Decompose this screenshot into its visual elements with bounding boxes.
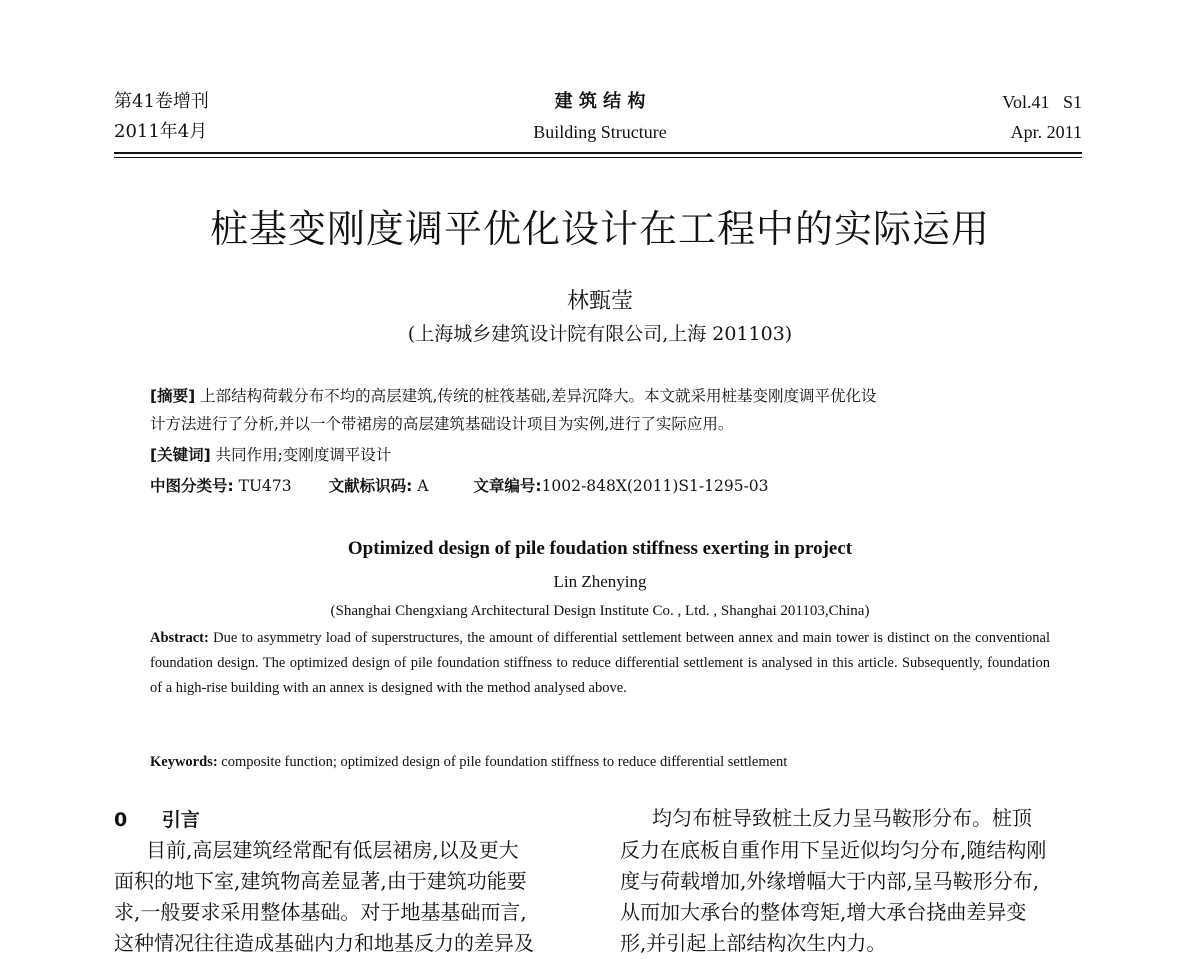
english-abstract-text: Due to asymmetry load of superstructures, the amount of differential settlement between annex and main tower is distinct on the conventional foundation design. The optimized design of pile foundation stiffness to reduce differential settlement is analysed in this article. Subsequently, foundation of a high-rise building with an annex is designed with the method analysed above.	[150, 630, 1050, 696]
english-author: Lin Zhenying	[553, 572, 647, 591]
english-abstract-label: Abstract:	[150, 630, 209, 646]
right-column-line: 度与荷载增加,外缘增幅大于内部,呈马鞍形分布,	[620, 869, 1040, 893]
paper-title: 桩基变刚度调平优化设计在工程中的实际运用	[209, 207, 990, 251]
article-number-value: 1002-848X(2011)S1-1295-03	[541, 477, 769, 495]
journal-date-en: Apr. 2011	[1010, 122, 1082, 142]
journal-date-cn: 2011年4月	[114, 121, 208, 142]
english-abstract	[150, 626, 1050, 701]
left-column-line: 求,一般要求采用整体基础。对于地基基础而言,	[114, 900, 527, 924]
right-column-line: 从而加大承台的整体弯矩,增大承台挠曲差异变	[620, 900, 1027, 924]
keywords-cn-label: [关键词]	[150, 446, 211, 464]
abstract-cn-label: [摘要]	[150, 387, 196, 405]
keywords-cn	[150, 443, 391, 465]
journal-volume-en: Vol.41 S1	[1002, 92, 1082, 112]
english-keywords-label: Keywords:	[150, 754, 218, 770]
paper-author: 林甄莹	[566, 289, 633, 314]
clc-label: 中图分类号:	[150, 477, 234, 495]
english-keywords-text: composite function; optimized design of pile foundation stiffness to reduce differential settlement	[221, 754, 788, 770]
section-number: 0	[114, 809, 128, 831]
abstract-cn-line2: 计方法进行了分析,并以一个带裙房的高层建筑基础设计项目为实例,进行了实际应用。	[150, 415, 734, 433]
abstract-cn-line1	[150, 384, 876, 406]
journal-name-en: Building Structure	[533, 122, 667, 142]
doc-code-label: 文献标识码:	[328, 477, 413, 495]
left-column-line: 目前,高层建筑经常配有低层裙房,以及更大	[146, 838, 519, 862]
header-rule-top	[114, 152, 1082, 154]
journal-name-cn: 建 筑 结 构	[554, 91, 646, 112]
keywords-cn-text: 共同作用;变刚度调平设计	[215, 446, 392, 464]
header-rule-bottom	[114, 157, 1082, 158]
right-column-line: 反力在底板自重作用下呈近似均匀分布,随结构刚	[620, 838, 1047, 862]
abstract-cn-text-1: 上部结构荷载分布不均的高层建筑,传统的桩筏基础,差异沉降大。本文就采用桩基变刚度调平优化设	[200, 387, 877, 405]
left-column-line: 面积的地下室,建筑物高差显著,由于建筑功能要	[114, 869, 527, 893]
english-keywords	[150, 750, 1050, 775]
section-heading	[114, 805, 200, 832]
section-title: 引言	[161, 809, 200, 831]
paper-affiliation: (上海城乡建筑设计院有限公司,上海 201103)	[407, 323, 793, 345]
article-number-label: 文章编号:	[473, 477, 542, 495]
right-column-line: 形,并引起上部结构次生内力。	[620, 931, 887, 955]
english-affiliation: (Shanghai Chengxiang Architectural Design Institute Co. , Ltd. , Shanghai 201103,China)	[330, 603, 870, 619]
journal-volume-cn: 第41卷增刊	[114, 91, 209, 112]
english-title: Optimized design of pile foudation stiffness exerting in project	[347, 538, 853, 559]
left-column-line: 这种情况往往造成基础内力和地基反力的差异及	[114, 931, 534, 955]
clc-value: TU473	[238, 477, 292, 495]
classification-line	[150, 474, 769, 496]
doc-code-value: A	[417, 477, 429, 495]
right-column-line: 均匀布桩导致桩土反力呈马鞍形分布。桩顶	[652, 806, 1032, 830]
